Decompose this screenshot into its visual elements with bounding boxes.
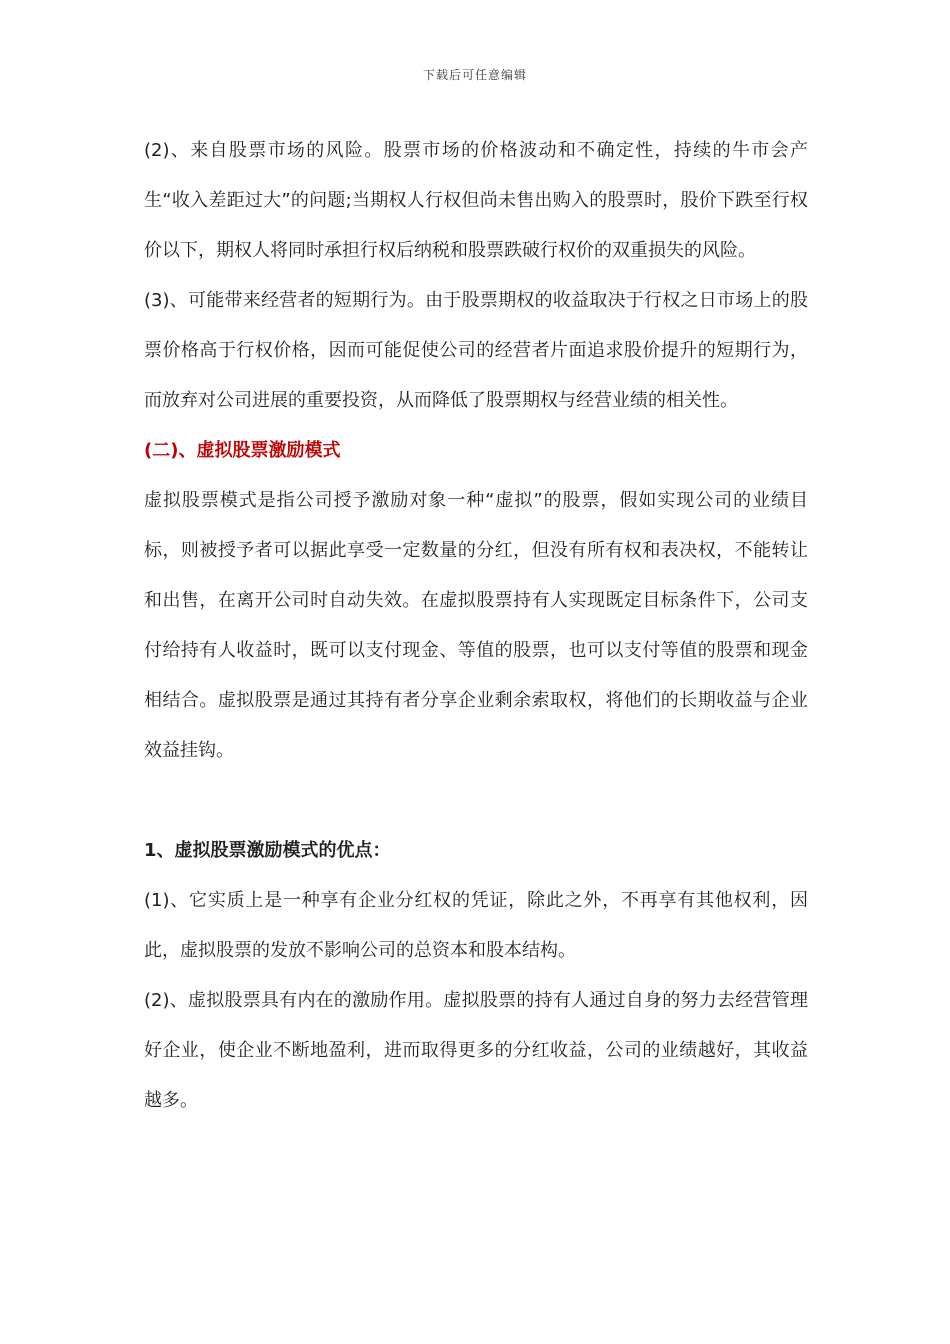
paragraph-market-risk: (2)、来自股票市场的风险。股票市场的价格波动和不确定性，持续的牛市会产生“收入差距过大”的问题;当期权人行权但尚未售出购入的股票时，股价下跌至行权价以下，期权人将同时承担行权后纳税和股票跌破行权价的双重损失的风险。 [144, 140, 808, 261]
page-header-note: 下载后可任意编辑 [422, 68, 527, 82]
paragraph-advantage-2: (2)、虚拟股票具有内在的激励作用。虚拟股票的持有人通过自身的努力去经营管理好企业，使企业不断地盈利，进而取得更多的分红收益，公司的业绩越好，其收益越多。 [144, 990, 808, 1111]
paragraph-virtual-stock-intro: 虚拟股票模式是指公司授予激励对象一种“虚拟”的股票，假如实现公司的业绩目标，则被授予者可以据此享受一定数量的分红，但没有所有权和表决权，不能转让和出售，在离开公司时自动失效。在虚拟股票持有人实现既定目标条件下，公司支付给持有人收益时，既可以支付现金、等值的股票，也可以支付等值的股票和现金相结合。虚拟股票是通过其持有者分享企业剩余索取权，将他们的长期收益与企业效益挂钩。 [144, 490, 808, 761]
paragraph-short-term-behavior: (3)、可能带来经营者的短期行为。由于股票期权的收益取决于行权之日市场上的股票价格高于行权价格，因而可能促使公司的经营者片面追求股价提升的短期行为，而放弃对公司进展的重要投资，从而降低了股票期权与经营业绩的相关性。 [144, 290, 808, 411]
blank-line [144, 776, 808, 826]
document-body [144, 126, 808, 1126]
section-heading-virtual-stock: (二)、虚拟股票激励模式 [144, 440, 341, 461]
paragraph-advantage-1: (1)、它实质上是一种享有企业分红权的凭证，除此之外，不再享有其他权利，因此，虚拟股票的发放不影响公司的总资本和股本结构。 [144, 890, 808, 961]
subheading-advantages: 1、虚拟股票激励模式的优点： [144, 840, 391, 861]
